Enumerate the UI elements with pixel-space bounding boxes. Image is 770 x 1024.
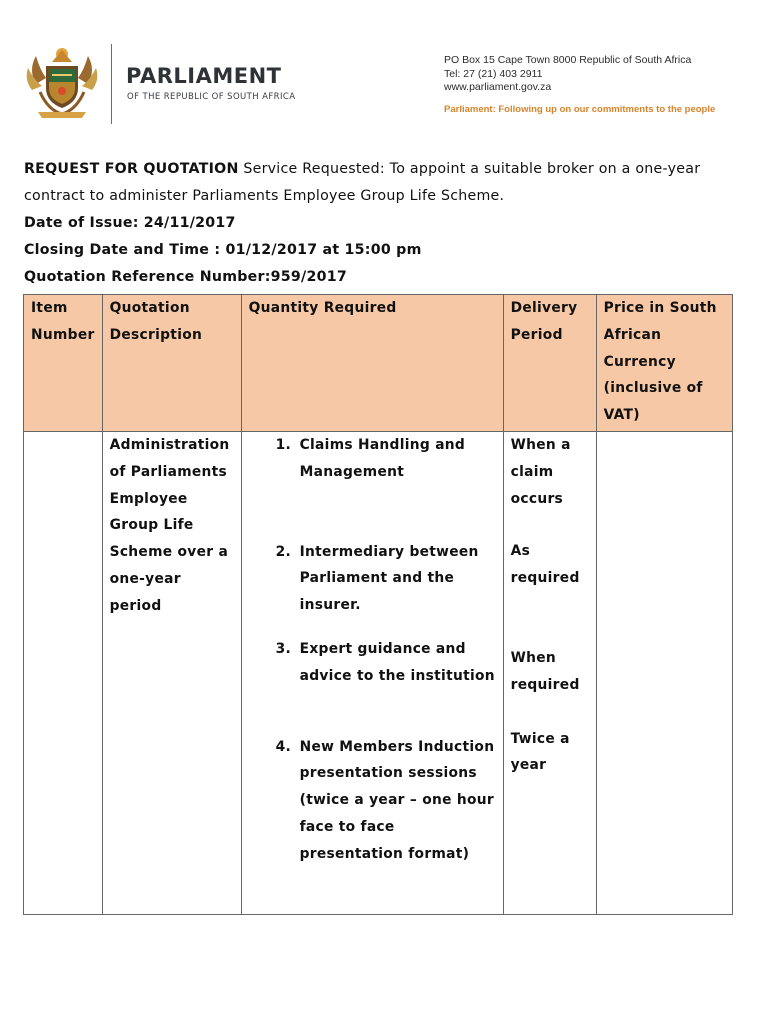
delivery-2: As required: [510, 543, 580, 587]
date-of-issue: Date of Issue: 24/11/2017: [24, 215, 236, 231]
contact-block: [444, 54, 764, 95]
header-item-number: Item Number: [24, 295, 103, 432]
contact-phone: Tel: 27 (21) 403 2911: [444, 67, 543, 80]
quantity-item-1: 1. Claims Handling and Management: [275, 437, 466, 480]
letterhead-divider: [111, 44, 112, 124]
contact-website[interactable]: www.parliament.gov.za: [444, 81, 552, 93]
cell-price: [596, 432, 732, 915]
service-requested-text: Service Requested: To appoint a suitable broker on a one-year: [238, 161, 701, 177]
delivery-1: When a claim occurs: [510, 437, 571, 507]
quotation-reference-number: Quotation Reference Number:959/2017: [24, 269, 347, 285]
header-quantity-required: Quantity Required: [241, 295, 503, 432]
parliament-coat-of-arms-logo: [22, 44, 102, 120]
brand-subtitle: OF THE REPUBLIC OF SOUTH AFRICA: [127, 92, 296, 102]
quantity-item-4: 4. New Members Induction presentation sessions (twice a year – one hour face to face presentation format): [275, 738, 495, 862]
rfq-intro-line-1: [24, 161, 700, 177]
quotation-table: [23, 294, 733, 915]
quantity-item-3: 3. Expert guidance and advice to the institution: [275, 640, 495, 684]
rfq-intro-line-2: contract to administer Parliaments Employee Group Life Scheme.: [24, 188, 505, 204]
delivery-4: Twice a year: [510, 730, 570, 774]
header-delivery-period: Delivery Period: [503, 295, 596, 432]
delivery-3: When required: [510, 649, 580, 693]
quantity-item-2: 2. Intermediary between Parliament and the insurer.: [275, 543, 479, 614]
tagline: Parliament: Following up on our commitments to the people: [444, 104, 716, 115]
cell-quantity-required: [241, 432, 503, 915]
brand-title: PARLIAMENT: [126, 64, 282, 88]
contact-address: PO Box 15 Cape Town 8000 Republic of South Africa: [444, 54, 692, 66]
cell-delivery-period: [503, 432, 596, 915]
rfq-label: REQUEST FOR QUOTATION: [24, 161, 239, 177]
header-price: Price in South African Currency (inclusive of VAT): [596, 295, 732, 432]
cell-item-number: [24, 432, 103, 915]
cell-description: Administration of Parliaments Employee Group Life Scheme over a one-year period: [102, 432, 241, 915]
closing-date-time: Closing Date and Time : 01/12/2017 at 15:00 pm: [24, 242, 422, 258]
table-header-row: [24, 295, 733, 432]
table-row: [24, 432, 733, 915]
header-quotation-description: Quotation Description: [102, 295, 241, 432]
